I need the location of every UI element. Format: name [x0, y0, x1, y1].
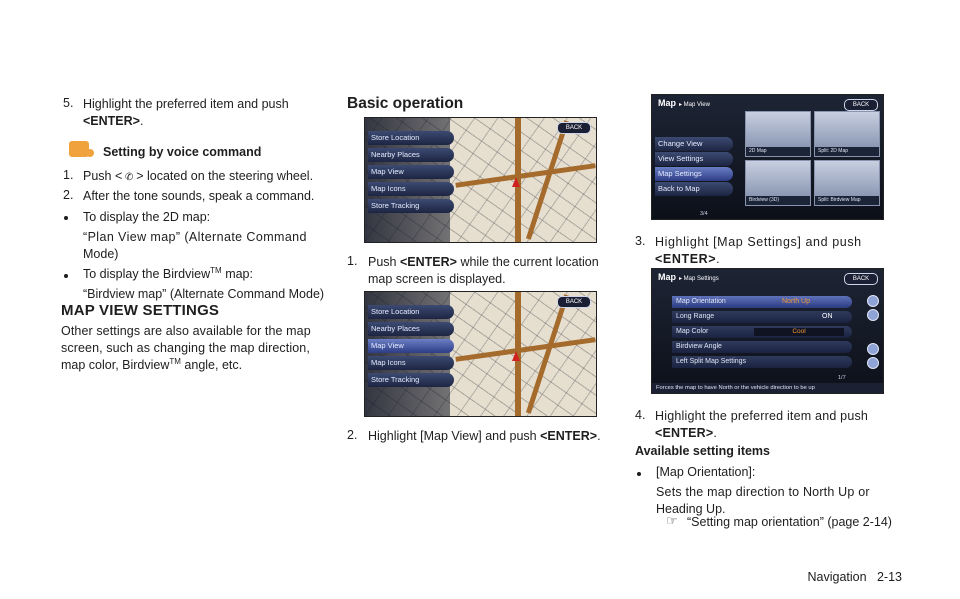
item-desc-2: Heading Up.: [656, 502, 726, 516]
bullet: [64, 274, 68, 278]
menu-change-view[interactable]: Change View: [655, 137, 733, 151]
vehicle-position-icon: [512, 177, 520, 187]
menu-map-settings[interactable]: Map Settings: [655, 167, 733, 181]
menu-view-settings[interactable]: View Settings: [655, 152, 733, 166]
menu-store-tracking[interactable]: Store Tracking: [368, 199, 454, 213]
scroll-down-button[interactable]: [867, 357, 879, 369]
menu-map-view[interactable]: Map View: [368, 339, 454, 353]
row-map-orientation[interactable]: Map Orientation North Up: [672, 296, 852, 308]
bullet-birdview: To display the Birdview™ map:: [83, 265, 253, 281]
item-desc-1: Sets the map direction to North Up or: [656, 485, 870, 499]
menu-store-location[interactable]: Store Location: [368, 305, 454, 319]
menu-store-location[interactable]: Store Location: [368, 131, 454, 145]
enter-key: <ENTER>: [655, 252, 717, 266]
step-4-text: Highlight the preferred item and push: [655, 409, 869, 423]
screen-title: Map ▸ Map Settings: [658, 272, 719, 282]
page-indicator: 1/7: [838, 375, 846, 381]
enter-key: <ENTER>: [540, 429, 598, 443]
map-menu-screenshot-2: [364, 291, 597, 417]
cmd-birdview: “Birdview map” (Alternate Command Mode): [83, 287, 325, 301]
menu-nearby-places[interactable]: Nearby Places: [368, 322, 454, 336]
back-button[interactable]: BACK: [557, 296, 591, 308]
map-settings-screenshot: [651, 268, 884, 394]
para-line-1: Other settings are also available for the map: [61, 324, 311, 338]
page-footer: Navigation 2-13: [807, 570, 902, 584]
menu-map-icons[interactable]: Map Icons: [368, 356, 454, 370]
bullet-2d-map: To display the 2D map:: [83, 210, 211, 224]
basic-operation-heading: Basic operation: [347, 95, 464, 112]
row-map-color[interactable]: Map Color Cool: [672, 326, 852, 338]
screen-title: Map ▸ Map View: [658, 98, 710, 108]
para-line-2: screen, such as changing the map direction,: [61, 341, 310, 355]
cmd-plan-view: “Plan View map” (Alternate Command: [83, 230, 307, 244]
bullet: [64, 216, 68, 220]
talk-button-icon: [69, 141, 89, 157]
item-map-orientation: [Map Orientation]:: [656, 465, 756, 479]
menu-store-tracking[interactable]: Store Tracking: [368, 373, 454, 387]
tile-birdview[interactable]: Birdview (3D): [745, 160, 811, 206]
tile-split-2d-map[interactable]: Split: 2D Map: [814, 111, 880, 157]
menu-back-to-map[interactable]: Back to Map: [655, 182, 733, 196]
cmd-plan-view-mode: Mode): [83, 247, 119, 261]
map-menu-screenshot-1: [364, 117, 597, 243]
vehicle-position-icon: [512, 351, 520, 361]
row-left-split-map[interactable]: Left Split Map Settings: [672, 356, 852, 368]
back-button[interactable]: BACK: [557, 122, 591, 134]
page-indicator: 3/4: [700, 211, 708, 217]
enter-key: <ENTER>: [399, 255, 457, 269]
back-button[interactable]: BACK: [844, 99, 878, 111]
menu-nearby-places[interactable]: Nearby Places: [368, 148, 454, 162]
help-text: Forces the map to have North or the vehicle direction to be up: [652, 383, 883, 393]
para-line-3: map color, Birdview™ angle, etc.: [61, 356, 243, 372]
enter-key: <ENTER>: [655, 426, 714, 440]
scroll-up-button[interactable]: [867, 295, 879, 307]
pointing-hand-icon: ☞: [666, 513, 678, 528]
menu-map-icons[interactable]: Map Icons: [368, 182, 454, 196]
row-birdview-angle[interactable]: Birdview Angle: [672, 341, 852, 353]
talk-icon: ✆: [122, 172, 137, 183]
row-long-range[interactable]: Long Range ON: [672, 311, 852, 323]
enter-key: <ENTER>: [83, 114, 140, 128]
available-items-heading: Available setting items: [635, 444, 770, 458]
step-5-text: Highlight the preferred item and push: [83, 97, 289, 111]
step-3-text: Highlight [Map Settings] and push: [655, 235, 862, 249]
back-button[interactable]: BACK: [844, 273, 878, 285]
voice-command-heading: Setting by voice command: [103, 145, 262, 159]
map-view-screenshot: [651, 94, 884, 220]
scroll-down-button[interactable]: [867, 343, 879, 355]
menu-map-view[interactable]: Map View: [368, 165, 454, 179]
tile-split-birdview[interactable]: Split: Birdview Map: [814, 160, 880, 206]
scroll-up-button[interactable]: [867, 309, 879, 321]
tile-2d-map[interactable]: 2D Map: [745, 111, 811, 157]
section-title: MAP VIEW SETTINGS: [61, 302, 220, 319]
bullet: [637, 472, 641, 476]
reference-link[interactable]: “Setting map orientation” (page 2-14): [687, 515, 892, 529]
